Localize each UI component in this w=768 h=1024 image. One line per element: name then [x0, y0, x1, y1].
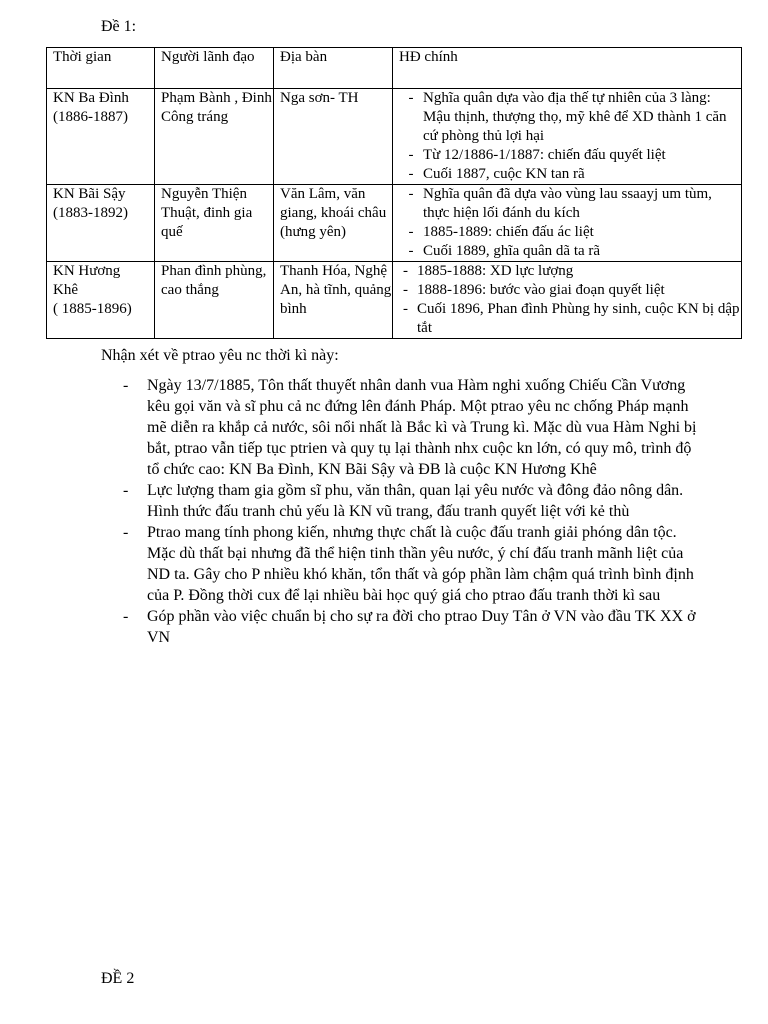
section-title-de-2: ĐỀ 2: [101, 970, 135, 987]
time-name: KN Hương: [53, 263, 121, 279]
activity-text: 1885-1889: chiến đấu ác liệt: [423, 224, 594, 240]
cell-activities: [393, 89, 742, 185]
header-dia-ban: Địa bàn: [274, 48, 393, 89]
activity-text: Nghĩa quân đã dựa vào vùng lau ssaayj um tùm, thực hiện lối đánh du kích: [423, 186, 712, 221]
table-row: [47, 262, 742, 339]
comment-text: Ngày 13/7/1885, Tôn thất thuyết nhân danh vua Hàm nghi xuống Chiếu Cần Vương kêu gọi văn và sĩ phu cả nc đứng lên đánh Pháp. Một ptrao yêu nc chống Pháp mạnh mẽ diễn ra khắp cả nước, sôi nổi nhất là Bắc kì và Trung kì. Mặc dù vua Hàm Nghi bị bắt, ptrao vẫn tiếp tục ptrien và quy tụ lại thành nhx cuộc kn lớn, có quy mô, trình độ tổ chức cao: KN Ba Đình, KN Bãi Sậy và ĐB là cuộc KN Hương Khê: [147, 377, 697, 478]
activity-item: [399, 146, 741, 165]
cell-time: [47, 262, 155, 339]
cell-time: [47, 89, 155, 185]
activity-item: [399, 89, 741, 146]
time-years: ( 1885-1896): [53, 301, 132, 317]
table-header-row: [47, 48, 742, 89]
cell-area: Thanh Hóa, Nghệ An, hà tĩnh, quảng bình: [274, 262, 393, 339]
dash-marker: -: [123, 377, 129, 394]
dash-marker: -: [408, 166, 414, 182]
cell-area: Văn Lâm, văn giang, khoái châu (hưng yên): [274, 185, 393, 262]
time-years: (1886-1887): [53, 109, 128, 125]
cell-leader: Phan đình phùng, cao thắng: [155, 262, 274, 339]
time-name: KN Bãi Sậy: [53, 186, 126, 202]
activity-text: Cuối 1889, ghĩa quân dã ta rã: [423, 243, 601, 259]
dash-marker: -: [123, 524, 129, 541]
comment-item: [101, 375, 701, 480]
dash-marker: -: [123, 608, 129, 625]
activity-text: Cuối 1887, cuộc KN tan rã: [423, 166, 585, 182]
dash-marker: -: [408, 224, 414, 240]
dash-marker: -: [403, 282, 408, 298]
comment-item: [101, 480, 701, 522]
time-name-cont: Khê: [53, 282, 78, 298]
header-thoi-gian: Thời gian: [47, 48, 155, 89]
activity-text: 1888-1896: bước vào giai đoạn quyết liệt: [417, 282, 665, 298]
activity-item: [399, 262, 741, 281]
header-nguoi-lanh-dao: Người lãnh đạo: [155, 48, 274, 89]
comment-item: [101, 522, 701, 606]
dash-marker: -: [408, 186, 414, 202]
activity-item: [399, 281, 741, 300]
uprisings-table: [46, 47, 742, 339]
activity-item: [399, 165, 741, 184]
comment-text: Lực lượng tham gia gồm sĩ phu, văn thân, quan lại yêu nước và đông đảo nông dân. Hình thức đấu tranh chủ yếu là KN vũ trang, đấu tranh quyết liệt với kẻ thù: [147, 482, 684, 520]
comment-text: Góp phần vào việc chuẩn bị cho sự ra đời cho ptrao Duy Tân ở VN vào đầu TK XX ở VN: [147, 608, 696, 646]
comment-text: Ptrao mang tính phong kiến, nhưng thực chất là cuộc đấu tranh giải phóng dân tộc. Mặc dù thất bại nhưng đã thể hiện tinh thần yêu nước, ý chí đấu tranh mãnh liệt của ND ta. Gây cho P nhiều khó khăn, tổn thất và góp phần làm chậm quá trình bình định của P. Đồng thời cux để lại nhiều bài học quý giá cho ptrao đấu tranh thời kì sau: [147, 524, 694, 604]
cell-activities: [393, 262, 742, 339]
section-title-de-1: Đề 1:: [101, 18, 137, 35]
dash-marker: -: [408, 90, 414, 106]
cell-activities: [393, 185, 742, 262]
activity-item: [399, 242, 741, 261]
table-row: [47, 89, 742, 185]
activity-text: 1885-1888: XD lực lượng: [417, 263, 574, 279]
activity-item: [399, 223, 741, 242]
activity-item: [399, 185, 741, 223]
cell-area: Nga sơn- TH: [274, 89, 393, 185]
activity-item: [399, 300, 741, 338]
dash-marker: -: [408, 243, 414, 259]
dash-marker: -: [403, 301, 408, 317]
activity-text: Nghĩa quân dựa vào địa thế tự nhiên của 3 làng: Mậu thịnh, thượng thọ, mỹ khê để XD thành 1 căn cứ phòng thủ lợi hại: [423, 90, 727, 144]
activity-text: Từ 12/1886-1/1887: chiến đấu quyết liệt: [423, 147, 666, 163]
comments-heading: Nhận xét về ptrao yêu nc thời kì này:: [101, 347, 339, 364]
cell-time: [47, 185, 155, 262]
comments-list: [101, 375, 701, 648]
dash-marker: -: [408, 147, 414, 163]
cell-leader: Nguyễn Thiện Thuật, đinh gia quế: [155, 185, 274, 262]
activity-text: Cuối 1896, Phan đình Phùng hy sinh, cuộc KN bị dập tắt: [417, 301, 740, 336]
dash-marker: -: [403, 263, 408, 279]
header-hd-chinh: HĐ chính: [393, 48, 742, 89]
table-row: [47, 185, 742, 262]
time-years: (1883-1892): [53, 205, 128, 221]
dash-marker: -: [123, 482, 129, 499]
cell-leader: Phạm Bành , Đinh Công tráng: [155, 89, 274, 185]
time-name: KN Ba Đình: [53, 90, 129, 106]
comment-item: [101, 606, 701, 648]
